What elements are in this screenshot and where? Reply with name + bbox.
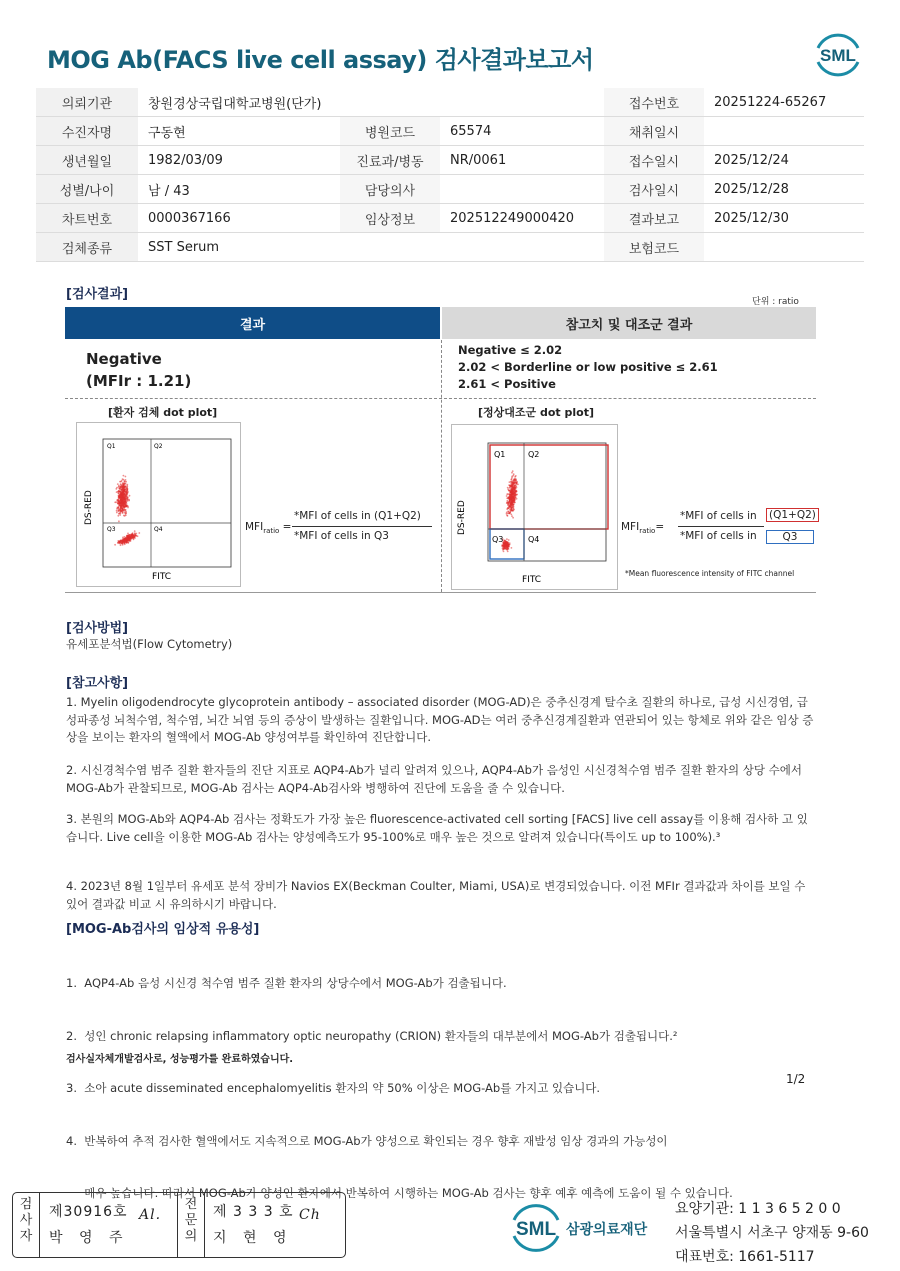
scatter-dot	[512, 480, 514, 482]
scatter-dot	[513, 475, 515, 477]
info-value: 1982/03/09	[138, 146, 340, 175]
patient-plot-title: [환자 검체 dot plot]	[108, 406, 218, 419]
scatter-dot	[506, 493, 508, 495]
scatter-dot	[125, 479, 127, 481]
fraction-bar	[292, 526, 432, 527]
info-label: 진료과/병동	[340, 146, 440, 175]
scatter-dot	[508, 511, 510, 513]
scatter-dot	[116, 487, 118, 489]
scatter-dot	[507, 547, 509, 549]
scatter-dot	[120, 486, 122, 488]
scatter-dot	[511, 477, 513, 479]
scatter-dot	[512, 470, 514, 472]
scatter-dot	[120, 493, 122, 495]
scatter-dot	[124, 515, 126, 517]
clinical-list	[66, 940, 836, 1220]
note-3: 3. 본원의 MOG-Ab와 AQP4-Ab 검사는 정확도가 가장 높은 fluorescence-activated cell sorting [FACS] live cell assay를 이용해 검사하 고 있습니다. Live cell을 이용한 MOG-Ab 검사는 양성예측도가 95-100%로 매우 높은 것으로 알려져 있습니다(특이도 up to 100%).³	[66, 812, 808, 844]
notes-section-title: [참고사항]	[66, 676, 129, 691]
scatter-dot	[115, 501, 117, 503]
q2-label: Q2	[154, 443, 163, 450]
scatter-dot	[123, 475, 125, 477]
result-bottom-line	[65, 592, 816, 593]
scatter-dot	[125, 506, 127, 508]
scatter-dot	[515, 478, 517, 480]
info-label: 수진자명	[36, 117, 138, 146]
info-value: 20251224-65267	[704, 88, 864, 117]
scatter-dot	[114, 544, 116, 546]
scatter-dot	[121, 502, 123, 504]
scatter-dot	[515, 494, 517, 496]
scatter-dot	[135, 534, 137, 536]
scatter-dot	[502, 549, 504, 551]
scatter-dot	[119, 512, 121, 514]
scatter-dot	[116, 491, 118, 493]
sml-logo-icon	[508, 1200, 564, 1256]
mfi-numerator: *MFI of cells in	[680, 510, 757, 522]
q3-label: Q3	[107, 526, 116, 533]
scatter-dot	[121, 493, 123, 495]
org-phone: 대표번호: 1661-5117	[675, 1249, 815, 1265]
scatter-dot	[503, 547, 505, 549]
reference-header: 참고치 및 대조군 결과	[442, 307, 816, 339]
scatter-dot	[116, 499, 118, 501]
result-header: 결과	[65, 307, 440, 339]
info-value	[440, 233, 604, 262]
row-divider	[65, 398, 816, 399]
info-value: 구동현	[138, 117, 340, 146]
scatter-dot	[118, 507, 120, 509]
q4-label: Q4	[528, 535, 540, 544]
control-mfi-formula: $MFI_{ratio}=$	[621, 521, 665, 536]
note-1: 1. Myelin oligodendrocyte glycoprotein antibody – associated disorder (MOG-AD)은 중추신경계 탈수초 질환의 하나로, 급성 시신경염, 급성파종성 뇌척수염, 척수염, 뇌간 뇌염 등의 증상이 발생하는 질환입니다. MOG-AD는 여러 중추신경계질환과 연관되어 있는 항체로 위와 같은 임상 증상을 보이는 환자의 혈액에서 MOG-Ab 양성여부를 확인하여 진단합니다.	[66, 695, 814, 744]
info-label: 차트번호	[36, 204, 138, 233]
mfi-label: MFI	[621, 521, 640, 533]
scatter-dot	[123, 503, 125, 505]
scatter-dot	[124, 543, 126, 545]
info-value: 0000367166	[138, 204, 340, 233]
scatter-dot	[505, 541, 507, 543]
scatter-dot	[516, 487, 518, 489]
scatter-dot	[120, 544, 122, 546]
info-label: 접수일시	[604, 146, 704, 175]
scatter-dot	[508, 508, 510, 510]
scatter-dot	[511, 547, 513, 549]
ref-borderline: 2.02 < Borderline or low positive ≤ 2.61	[458, 360, 718, 374]
scatter-dot	[138, 532, 140, 534]
tester-title: 검사자	[19, 1197, 33, 1244]
scatter-dot	[510, 509, 512, 511]
info-row	[36, 146, 864, 175]
scatter-dot	[513, 484, 515, 486]
info-value	[704, 233, 864, 262]
tester-signature: Al.	[139, 1207, 162, 1223]
patient-mfi-formula: $MFI_{ratio}$ =	[245, 521, 292, 536]
clinical-item: 1. AQP4-Ab 음성 시신경 척수염 범주 질환 환자의 상당수에서 MOG-Ab가 검출됩니다.	[66, 976, 507, 990]
scatter-dot	[125, 495, 127, 497]
scatter-dot	[512, 517, 514, 519]
scatter-dot	[509, 494, 511, 496]
result-interpretation: Negative	[86, 350, 162, 368]
scatter-dot	[119, 514, 121, 516]
info-row	[36, 88, 864, 117]
scatter-dot	[117, 483, 119, 485]
fraction-bar	[678, 526, 764, 527]
scatter-dot	[119, 481, 121, 483]
org-address: 서울특별시 서초구 양재동 9-60	[675, 1225, 869, 1241]
info-label: 검체종류	[36, 233, 138, 262]
scatter-dot	[121, 508, 123, 510]
info-value: 2025/12/28	[704, 175, 864, 204]
note-2: 2. 시신경척수염 범주 질환 환자들의 진단 지표로 AQP4-Ab가 널리 알려져 있으나, AQP4-Ab가 음성인 시신경척수염 범주 질환 환자의 상당 수에서 MOG-Ab가 관찰되므로, MOG-Ab 검사는 AQP4-Ab검사와 병행하여 진단에 도움을 줄 수 있습니다.	[66, 763, 802, 795]
scatter-dot	[129, 495, 131, 497]
scatter-dot	[125, 493, 127, 495]
q1-label: Q1	[494, 450, 506, 459]
mfi-footnote: *Mean fluorescence intensity of FITC channel	[625, 569, 795, 578]
scatter-dot	[513, 509, 515, 511]
result-mfir: (MFIr : 1.21)	[86, 372, 192, 390]
scatter-dot	[510, 514, 512, 516]
info-label: 검사일시	[604, 175, 704, 204]
specialist-title: 전문의	[184, 1197, 198, 1244]
result-section-title: [검사결과]	[66, 287, 129, 302]
scatter-dot	[507, 500, 509, 502]
scatter-dot	[117, 542, 119, 544]
scatter-dot	[120, 506, 122, 508]
scatter-dot	[120, 510, 122, 512]
patient-info-table	[36, 88, 864, 262]
scatter-dot	[516, 498, 518, 500]
scatter-dot	[118, 541, 120, 543]
scatter-dot	[116, 510, 118, 512]
scatter-dot	[511, 488, 513, 490]
scatter-dot	[120, 540, 122, 542]
specialist-signature: Ch	[299, 1207, 321, 1223]
scatter-dot	[506, 495, 508, 497]
scatter-dot	[134, 530, 136, 532]
ref-positive: 2.61 < Positive	[458, 377, 556, 391]
scatter-dot	[118, 520, 120, 522]
clinical-section-title: [MOG-Ab검사의 임상적 유용성]	[66, 922, 260, 937]
scatter-dot	[118, 496, 120, 498]
scatter-dot	[121, 504, 123, 506]
scatter-dot	[123, 538, 125, 540]
scatter-dot	[505, 548, 507, 550]
org-address-block	[675, 1197, 869, 1269]
info-label: 병원코드	[340, 117, 440, 146]
scatter-dot	[126, 538, 128, 540]
specialist-license: 제 3 3 3 호	[213, 1204, 294, 1220]
info-value: 2025/12/24	[704, 146, 864, 175]
scatter-dot	[510, 503, 512, 505]
scatter-dot	[123, 495, 125, 497]
scatter-dot	[514, 490, 516, 492]
method-section-title: [검사방법]	[66, 621, 129, 636]
scatter-dot	[123, 490, 125, 492]
scatter-dot	[123, 506, 125, 508]
ref-negative: Negative ≤ 2.02	[458, 343, 563, 357]
scatter-dot	[508, 502, 510, 504]
info-label: 채취일시	[604, 117, 704, 146]
scatter-dot	[122, 511, 124, 513]
scatter-dot	[137, 535, 139, 537]
scatter-dot	[515, 496, 517, 498]
q3-box: Q3	[766, 530, 814, 544]
page-title: MOG Ab(FACS live cell assay) 검사결과보고서	[47, 46, 594, 74]
org-name: 삼광의료재단	[566, 1222, 648, 1238]
scatter-dot	[511, 482, 513, 484]
info-value: NR/0061	[440, 146, 604, 175]
info-label	[340, 233, 440, 262]
scatter-dot	[125, 476, 127, 478]
unit-label: 단위 : ratio	[752, 297, 799, 307]
scatter-dot	[514, 500, 516, 502]
scatter-dot	[506, 502, 508, 504]
clinical-item: 4. 반복하여 추적 검사한 혈액에서도 지속적으로 MOG-Ab가 양성으로 확인되는 경우 향후 재발성 임상 경과의 가능성이	[66, 1133, 668, 1148]
info-label: 임상정보	[340, 204, 440, 233]
scatter-dot	[123, 499, 125, 501]
mfi-denominator: *MFI of cells in Q3	[294, 530, 389, 542]
q4-label: Q4	[154, 526, 163, 533]
scatter-dot	[126, 491, 128, 493]
clinical-item: 3. 소아 acute disseminated encephalomyelitis 환자의 약 50% 이상은 MOG-Ab를 가지고 있습니다.	[66, 1081, 601, 1095]
scatter-dot	[506, 546, 508, 548]
q3-label: Q3	[492, 535, 504, 544]
scatter-dot	[124, 493, 126, 495]
tester-name: 박 영 주	[49, 1230, 129, 1246]
column-divider	[441, 340, 442, 592]
mfi-sub: ratio	[639, 527, 656, 536]
info-value	[704, 117, 864, 146]
scatter-dot	[126, 485, 128, 487]
scatter-dot	[508, 539, 510, 541]
info-value: 2025/12/30	[704, 204, 864, 233]
info-value: 65574	[440, 117, 604, 146]
info-row	[36, 204, 864, 233]
scatter-dot	[121, 488, 123, 490]
scatter-dot	[125, 481, 127, 483]
info-row	[36, 175, 864, 204]
scatter-dot	[513, 492, 515, 494]
scatter-dot	[118, 486, 120, 488]
q1-label: Q1	[107, 443, 116, 450]
scatter-dot	[506, 538, 508, 540]
reference-ranges	[458, 342, 718, 393]
x-axis-label: FITC	[152, 572, 172, 582]
page-number: 1/2	[786, 1072, 806, 1086]
result-value	[86, 348, 191, 392]
scatter-dot	[512, 506, 514, 508]
scatter-dot	[117, 515, 119, 517]
info-value: 창원경상국립대학교병원(단가)	[138, 88, 340, 117]
scatter-dot	[123, 501, 125, 503]
scatter-dot	[122, 498, 124, 500]
info-value	[440, 175, 604, 204]
x-axis-label: FITC	[522, 575, 542, 585]
logo-text: SML	[820, 46, 856, 65]
scatter-dot	[127, 500, 129, 502]
scatter-dot	[510, 498, 512, 500]
sml-logo-icon	[812, 30, 864, 78]
scatter-dot	[127, 489, 129, 491]
scatter-dot	[127, 507, 129, 509]
mfi-label: MFI	[245, 521, 264, 533]
scatter-dot	[131, 535, 133, 537]
scatter-dot	[514, 476, 516, 478]
info-value: 202512249000420	[440, 204, 604, 233]
clinical-item: 매우 높습니다. 따라서 MOG-Ab가 양성인 환자에서 반복하여 시행하는 MOG-Ab 검사는 향후 예후 예측에 도움이 될 수 있습니다.	[66, 1186, 733, 1200]
note-4: 4. 2023년 8월 1일부터 유세포 분석 장비가 Navios EX(Beckman Coulter, Miami, USA)로 변경되었습니다. 이전 MFIr 결과값과 차이를 보일 수 있어 결과값 비교 시 유의하시기 바랍니다.	[66, 879, 806, 911]
scatter-dot	[507, 515, 509, 517]
scatter-dot	[509, 481, 511, 483]
scatter-dot	[122, 540, 124, 542]
info-label: 보험코드	[604, 233, 704, 262]
scatter-dot	[124, 508, 126, 510]
info-row	[36, 117, 864, 146]
info-value	[440, 88, 604, 117]
scatter-dot	[509, 544, 511, 546]
y-axis-label: DS-RED	[84, 490, 94, 525]
scatter-dot	[127, 533, 129, 535]
info-value: 남 / 43	[138, 175, 340, 204]
info-value: SST Serum	[138, 233, 340, 262]
mfi-denominator: *MFI of cells in	[680, 530, 757, 542]
q2-label: Q2	[528, 450, 540, 459]
scatter-dot	[128, 539, 130, 541]
validation-note: 검사실자체개발검사로, 성능평가를 완료하였습니다.	[66, 1054, 294, 1065]
scatter-dot	[511, 472, 513, 474]
scatter-dot	[128, 500, 130, 502]
scatter-dot	[507, 488, 509, 490]
info-label: 생년월일	[36, 146, 138, 175]
scatter-dot	[135, 533, 137, 535]
scatter-dot	[123, 488, 125, 490]
logo-text: SML	[515, 1219, 557, 1240]
scatter-dot	[507, 543, 509, 545]
scatter-dot	[507, 551, 509, 553]
scatter-dot	[127, 542, 129, 544]
scatter-dot	[503, 551, 505, 553]
info-label: 접수번호	[604, 88, 704, 117]
scatter-dot	[507, 487, 509, 489]
tester-license: 제30916호	[49, 1204, 128, 1220]
signature-stamp	[12, 1192, 346, 1258]
info-label: 결과보고	[604, 204, 704, 233]
scatter-dot	[130, 537, 132, 539]
mfi-sub: ratio	[263, 527, 280, 536]
info-row	[36, 233, 864, 262]
scatter-dot	[124, 483, 126, 485]
info-label: 의뢰기관	[36, 88, 138, 117]
info-label	[340, 88, 440, 117]
specialist-name: 지 현 영	[213, 1230, 293, 1246]
y-axis-label: DS-RED	[457, 500, 467, 535]
specialist-title-cell	[177, 1193, 205, 1257]
scatter-dot	[119, 501, 121, 503]
scatter-dot	[133, 539, 135, 541]
scatter-dot	[118, 513, 120, 515]
q1q2-box: (Q1+Q2)	[766, 508, 819, 522]
control-plot-title: [정상대조군 dot plot]	[478, 406, 594, 419]
scatter-dot	[124, 511, 126, 513]
scatter-dot	[516, 482, 518, 484]
control-dot-plot	[451, 424, 618, 590]
scatter-dot	[119, 488, 121, 490]
scatter-dot	[509, 496, 511, 498]
scatter-dot	[122, 542, 124, 544]
scatter-dot	[122, 478, 124, 480]
scatter-dot	[116, 512, 118, 514]
scatter-dot	[506, 508, 508, 510]
scatter-dot	[118, 491, 120, 493]
mfi-numerator: *MFI of cells in (Q1+Q2)	[294, 510, 421, 522]
patient-dot-plot	[76, 422, 241, 587]
scatter-dot	[124, 539, 126, 541]
method-text: 유세포분석법(Flow Cytometry)	[66, 637, 233, 651]
scatter-dot	[511, 515, 513, 517]
scatter-dot	[132, 534, 134, 536]
org-code: 요양기관: 1 1 3 6 5 2 0 0	[675, 1201, 841, 1217]
info-label: 담당의사	[340, 175, 440, 204]
info-label: 성별/나이	[36, 175, 138, 204]
scatter-dot	[506, 513, 508, 515]
scatter-dot	[510, 496, 512, 498]
scatter-dot	[128, 535, 130, 537]
scatter-dot	[127, 496, 129, 498]
tester-title-cell	[13, 1193, 40, 1257]
clinical-item: 2. 성인 chronic relapsing inflammatory optic neuropathy (CRION) 환자들의 대부분에서 MOG-Ab가 검출됩니다.²	[66, 1028, 678, 1043]
